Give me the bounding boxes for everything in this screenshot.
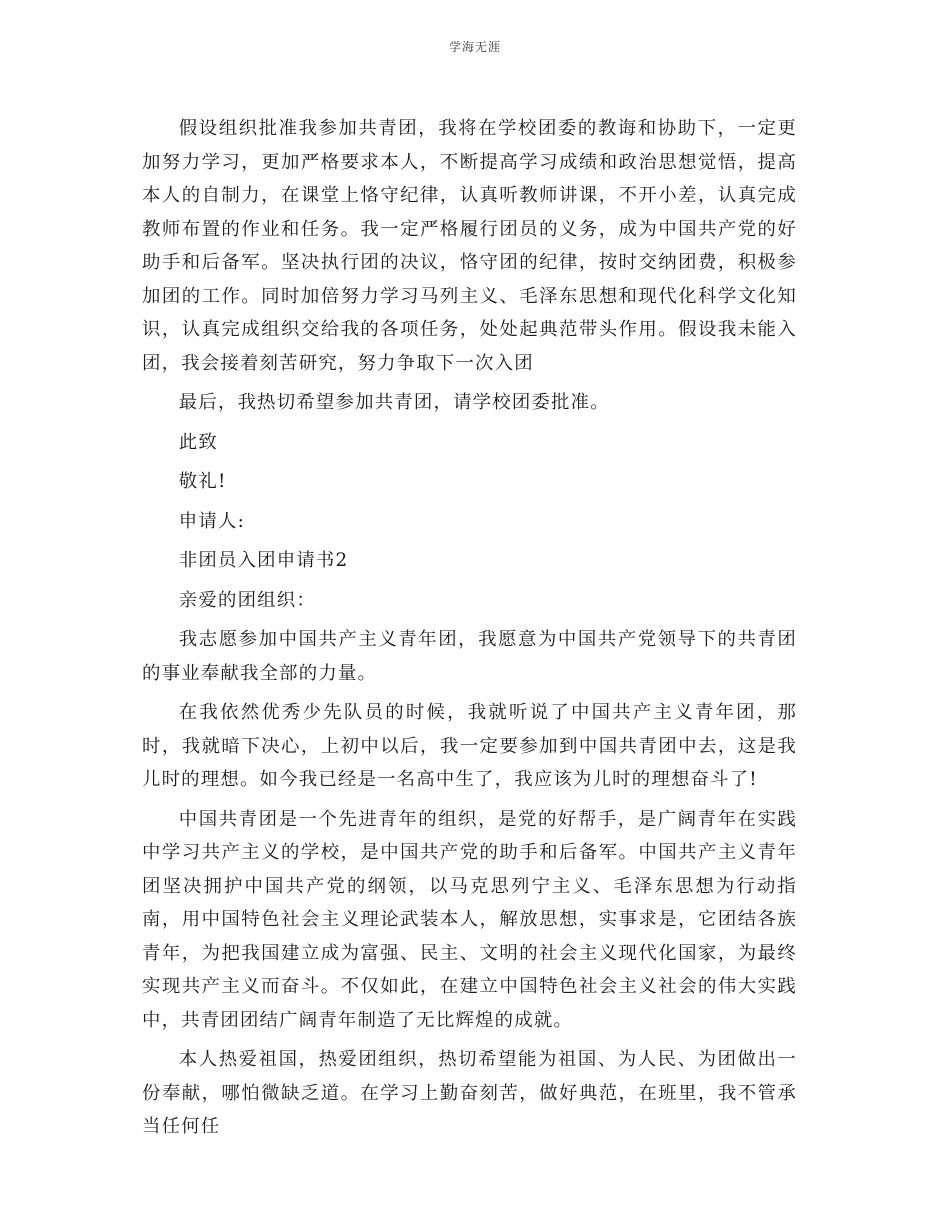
paragraph-personal-statement: 本人热爱祖国，热爱团组织，热切希望能为祖国、为人民、为团做出一份奉献，哪怕微缺乏道。在学习上勤奋刻苦，做好典范，在班里，我不管承当任何任 [142,1049,797,1137]
applicant-label: 申请人: [178,510,245,532]
paragraph-childhood-dream: 在我依然优秀少先队员的时候，我就听说了中国共产主义青年团，那时，我就暗下决心，上初中以后，我一定要参加到中国共青团中去，这是我儿时的理想。如今我已经是一名高中生了，我应该为儿时的理想奋斗了! [142,702,797,790]
salutation-jingli: 敬礼! [178,471,227,492]
paragraph-commitment: 假设组织批准我参加共青团，我将在学校团委的教诲和协助下，一定更加努力学习，更加严格要求本人，不断提高学习成绩和政治思想觉悟，提高本人的自制力，在课堂上恪守纪律，认真听教师讲课，不开小差，认真完成教师布置的作业和任务。我一定严格履行团员的义务，成为中国共产党的好助手和后备军。坚决执行团的决议，恪守团的纪律，按时交纳团费，积极参加团的工作。同时加倍努力学习马列主义、毛泽东思想和现代化科学文化知识，认真完成组织交给我的各项任务，处处起典范带头作用。假设我未能入团，我会接着刻苦研究，努力争取下一次入团 [142,118,797,374]
letter-greeting: 亲爱的团组织： [178,589,316,611]
salutation-cizhi: 此致 [178,431,218,453]
paragraph-league-description: 中国共青团是一个先进青年的组织，是党的好帮手，是广阔青年在实践中学习共产主义的学校，是中国共产党的助手和后备军。中国共产主义青年团坚决拥护中国共产党的纲领，以马克思列宁主义、毛泽东思想为行动指南，用中国特色社会主义理论武装本人，解放思想，实事求是，它团结各族青年，为把我国建立成为富强、民主、文明的社会主义现代化国家，为最终实现共产主义而奋斗。不仅如此，在建立中国特色社会主义社会的伟大实践中，共青团团结广阔青年制造了无比辉煌的成就。 [142,808,797,1031]
paragraph-intent: 我志愿参加中国共产主义青年团，我愿意为中国共产党领导下的共青团的事业奉献我全部的力量。 [142,629,797,684]
page-header: 学海无涯 [448,40,501,54]
section-title: 非团员入团申请书2 [178,550,349,571]
paragraph-closing-request: 最后，我热切希望参加共青团，请学校团委批准。 [178,392,610,413]
document-body [142,112,797,1144]
